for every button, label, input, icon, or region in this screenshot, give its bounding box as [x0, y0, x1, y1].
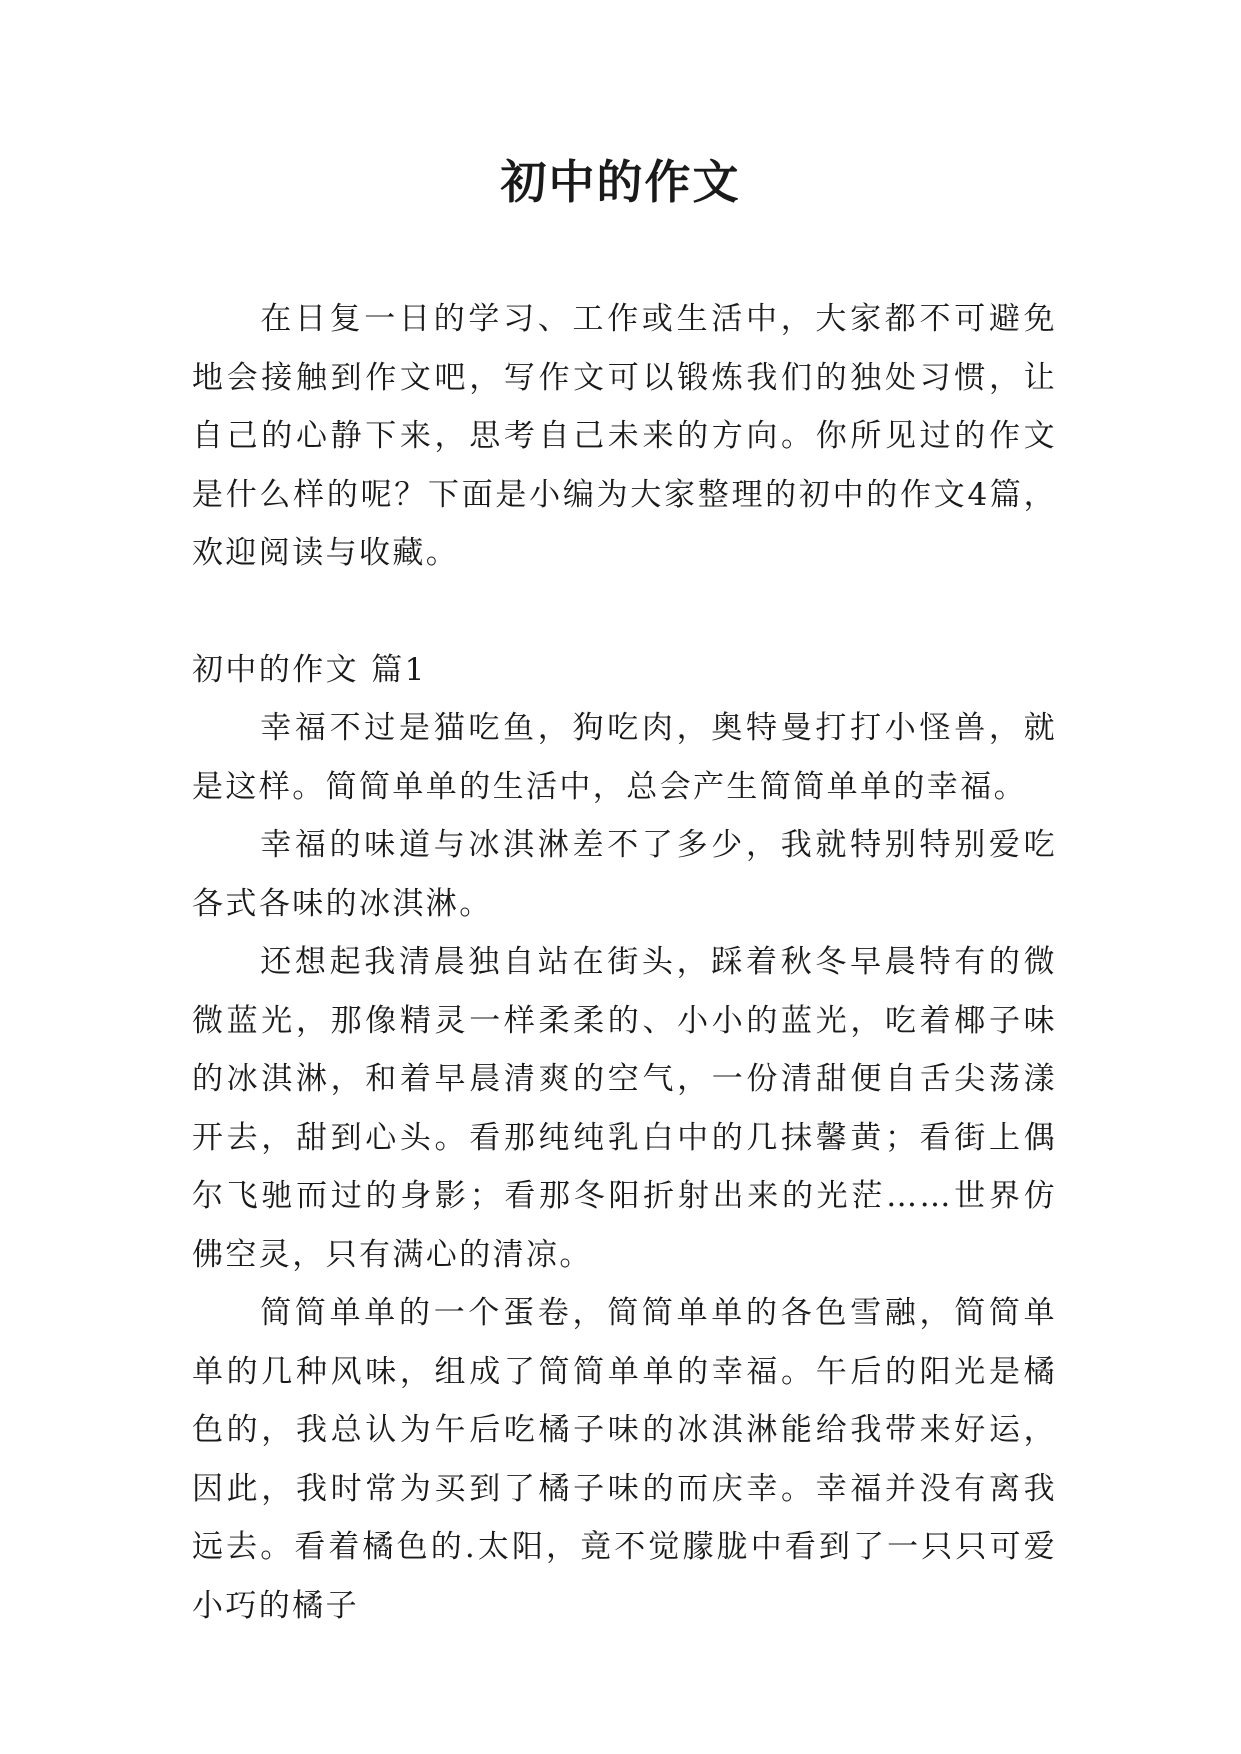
- document-title: 初中的作文: [500, 155, 741, 209]
- body-paragraph: 简简单单的一个蛋卷，简简单单的各色雪融，简简单单的几种风味，组成了简简单单的幸福。午后的阳光是橘色的，我总认为午后吃橘子味的冰淇淋能给我带来好运，因此，我时常为买到了橘子味的而庆幸。幸福并没有离我远去。看着橘色的.太阳，竟不觉朦胧中看到了一只只可爱小巧的橘子: [192, 1295, 1057, 1624]
- body-paragraph: 幸福的味道与冰淇淋差不了多少，我就特别特别爱吃各式各味的冰淇淋。: [192, 827, 1057, 922]
- body-paragraph: 还想起我清晨独自站在街头，踩着秋冬早晨特有的微微蓝光，那像精灵一样柔柔的、小小的蓝光，吃着椰子味的冰淇淋，和着早晨清爽的空气，一份清甜便自舌尖荡漾开去，甜到心头。看那纯纯乳白中的几抹馨黄；看街上偶尔飞驰而过的身影；看那冬阳折射出来的光茫……世界仿佛空灵，只有满心的清凉。: [192, 944, 1057, 1273]
- section-heading: 初中的作文 篇1: [192, 651, 427, 688]
- body-paragraph: 幸福不过是猫吃鱼，狗吃肉，奥特曼打打小怪兽，就是这样。简简单单的生活中，总会产生简简单单的幸福。: [192, 710, 1057, 805]
- document-body: [192, 290, 1057, 1635]
- intro-paragraph: 在日复一日的学习、工作或生活中，大家都不可避免地会接触到作文吧，写作文可以锻炼我们的独处习惯，让自己的心静下来，思考自己未来的方向。你所见过的作文是什么样的呢？下面是小编为大家整理的初中的作文4篇，欢迎阅读与收藏。: [192, 301, 1057, 571]
